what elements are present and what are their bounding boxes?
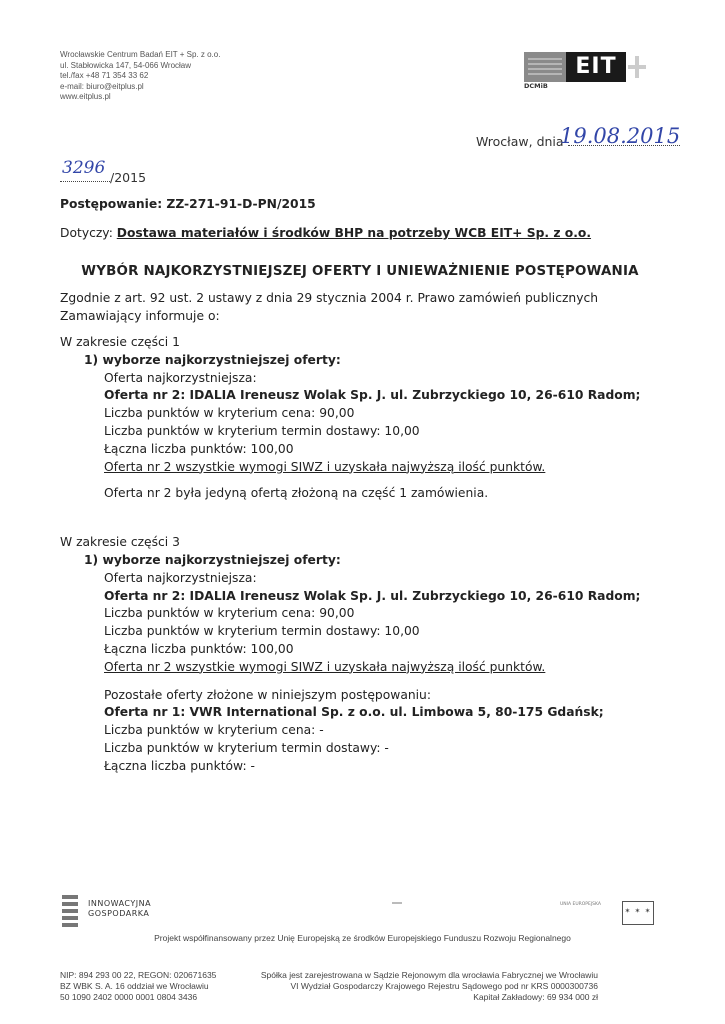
proceeding-number: Postępowanie: ZZ-271-91-D-PN/2015 <box>60 197 316 211</box>
reference-suffix: /2015 <box>110 170 147 185</box>
concerns-prefix: Dotyczy: <box>60 225 117 240</box>
program-line: INNOWACYJNA <box>88 899 152 908</box>
logo-gray-block <box>524 52 566 82</box>
total-points: Łączna liczba punktów: 100,00 <box>104 641 294 656</box>
other-price-points: Liczba punktów w kryterium cena: - <box>104 723 324 738</box>
date-line <box>476 124 681 149</box>
letter-body <box>60 196 660 776</box>
handwritten-date: 19.08.2015 <box>560 124 681 148</box>
total-points: Łączna liczba punktów: 100,00 <box>104 441 294 456</box>
sender-line: tel./fax +48 71 354 33 62 <box>60 71 149 81</box>
footer-line: Kapitał Zakładowy: 69 934 000 zł <box>473 992 598 1002</box>
program-line: GOSPODARKA <box>88 909 150 918</box>
logo-caption: DCMiB <box>524 82 548 90</box>
sender-line: e-mail: biuro@eitplus.pl <box>60 81 144 91</box>
part-title: W zakresie części 1 <box>60 334 180 349</box>
best-offer-label: Oferta najkorzystniejsza: <box>104 370 257 385</box>
other-delivery-points: Liczba punktów w kryterium termin dostawy: - <box>104 740 389 755</box>
handwritten-reference: 3296 <box>62 158 106 178</box>
other-total-points: Łączna liczba punktów: - <box>104 758 255 773</box>
sender-address <box>60 50 220 103</box>
delivery-points: Liczba punktów w kryterium termin dostawy: 10,00 <box>104 423 420 438</box>
company-registration-right <box>240 970 598 1003</box>
eu-stars-icon: ✶ ✶ ✶ <box>624 907 652 915</box>
eit-logo <box>524 52 648 96</box>
best-offer: Oferta nr 2: IDALIA Ireneusz Wolak Sp. J. ul. Zubrzyckiego 10, 26-610 Radom; <box>104 388 641 403</box>
logo-mark: EIT <box>566 52 626 82</box>
innovative-economy-logo <box>62 893 172 933</box>
logo-plus-icon <box>628 56 646 78</box>
program-name <box>88 899 151 919</box>
single-offer-note: Oferta nr 2 była jedyną ofertą złożoną na część 1 zamówienia. <box>104 486 489 501</box>
part-title: W zakresie części 3 <box>60 535 180 550</box>
part-1-section <box>60 334 660 503</box>
company-registration-left <box>60 970 216 1003</box>
footer-line: BZ WBK S. A. 16 oddział we Wrocławiu <box>60 981 209 991</box>
sender-line: Wrocławskie Centrum Badań EIT + Sp. z o.o. <box>60 50 221 59</box>
concerns-subject: Dostawa materiałów i środków BHP na potrzeby WCB EIT+ Sp. z o.o. <box>116 225 592 240</box>
part-3-section <box>60 534 660 775</box>
eu-label: UNIA EUROPEJSKA <box>560 902 601 907</box>
eu-flag-icon <box>622 901 654 925</box>
best-offer-label: Oferta najkorzystniejsza: <box>104 570 257 585</box>
delivery-points: Liczba punktów w kryterium termin dostawy: 10,00 <box>104 624 420 639</box>
reference-number <box>60 158 147 185</box>
other-offer: Oferta nr 1: VWR International Sp. z o.o. ul. Limbowa 5, 80-175 Gdańsk; <box>104 705 604 720</box>
project-cofinancing-note: Projekt współfinansowany przez Unię Europejską ze środków Europejskiego Funduszu Rozwoju Regionalnego <box>154 933 571 943</box>
price-points: Liczba punktów w kryterium cena: 90,00 <box>104 606 355 621</box>
sender-line: www.eitplus.pl <box>60 92 111 102</box>
footer-line: Spółka jest zarejestrowana w Sądzie Rejonowym dla wrocławia Fabrycznej we Wrocławiu <box>260 970 598 980</box>
other-offers-label: Pozostałe oferty złożone w niniejszym postępowaniu: <box>104 687 431 702</box>
intro-paragraph: Zgodnie z art. 92 ust. 2 ustawy z dnia 29 stycznia 2004 r. Prawo zamówień publicznych Zamawiający informuje o: <box>60 291 599 324</box>
footer-line: 50 1090 2402 0000 0001 0804 3436 <box>60 992 198 1002</box>
best-offer: Oferta nr 2: IDALIA Ireneusz Wolak Sp. J. ul. Zubrzyckiego 10, 26-610 Radom; <box>104 588 641 603</box>
footer-line: NIP: 894 293 00 22, REGON: 020671635 <box>60 970 217 980</box>
sender-line: ul. Stabłowicka 147, 54-066 Wrocław <box>60 60 192 70</box>
selection-heading: 1) wyborze najkorzystniejszej oferty: <box>84 552 341 567</box>
scan-speck <box>392 902 402 904</box>
page-title: WYBÓR NAJKORZYSTNIEJSZEJ OFERTY I UNIEWAŻNIENIE POSTĘPOWANIA <box>81 263 639 279</box>
concerns-line <box>60 225 660 243</box>
date-prefix: Wrocław, dnia <box>476 134 564 149</box>
justification: Oferta nr 2 wszystkie wymogi SIWZ i uzyskała najwyższą ilość punktów. <box>104 459 546 474</box>
justification: Oferta nr 2 wszystkie wymogi SIWZ i uzyskała najwyższą ilość punktów. <box>104 659 546 674</box>
price-points: Liczba punktów w kryterium cena: 90,00 <box>104 406 355 421</box>
program-bars-icon <box>62 895 78 927</box>
selection-heading: 1) wyborze najkorzystniejszej oferty: <box>84 352 341 367</box>
footer-line: VI Wydział Gospodarczy Krajowego Rejestru Sądowego pod nr KRS 0000300736 <box>290 981 598 991</box>
